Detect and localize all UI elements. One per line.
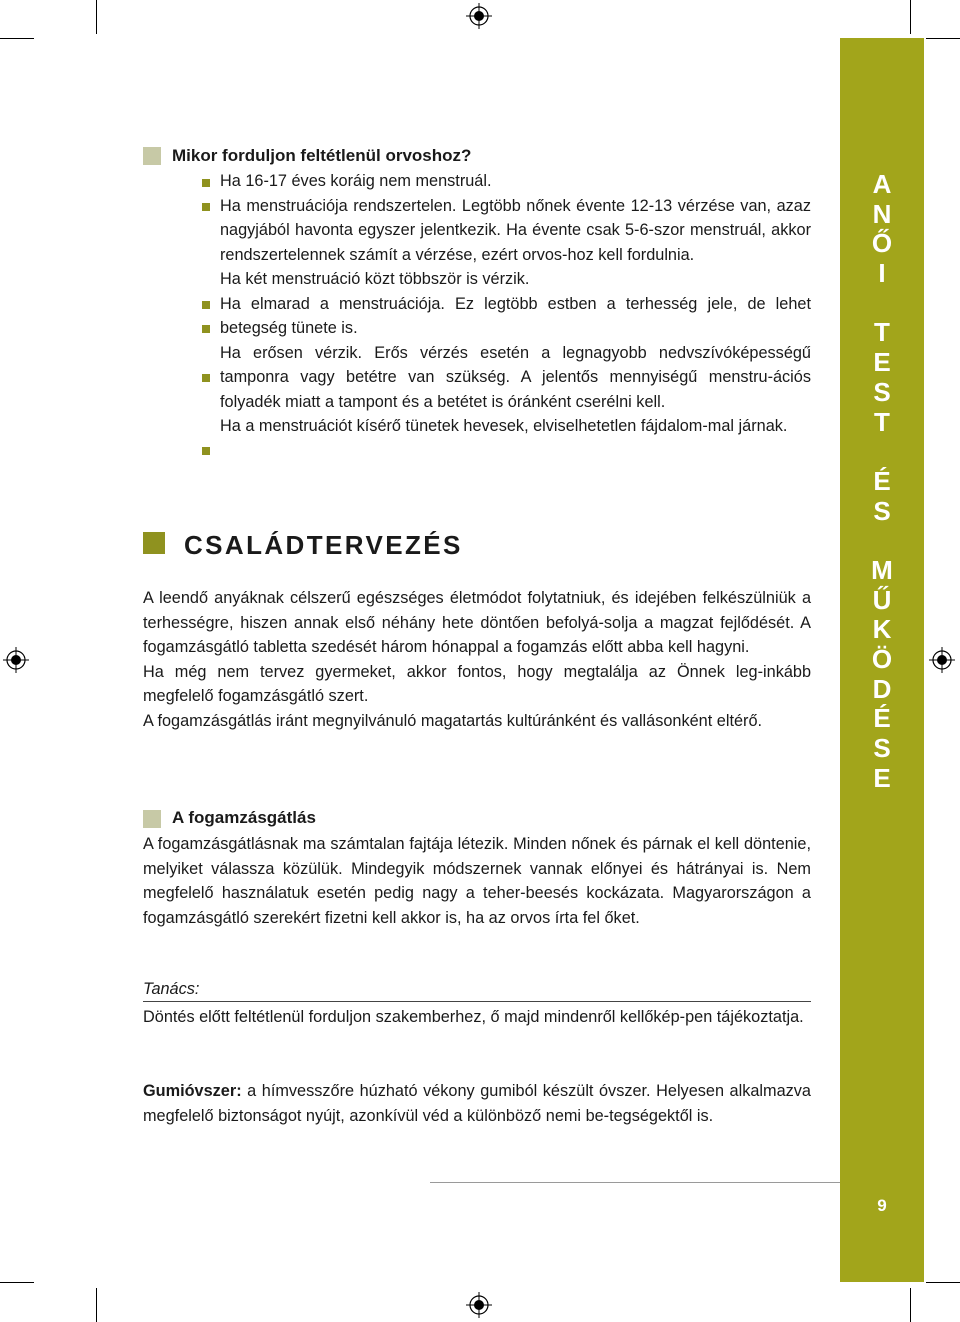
list-item: Ha erősen vérzik. Erős vérzés esetén a legnagyobb nedvszívóképességű tamponra vagy betétre van szükség. A jelentős mennyiségű menstru-ációs folyadék miatt a tampont és a betétet is óránként cserélni kell. xyxy=(220,343,811,411)
title-letter: D xyxy=(872,673,892,704)
bullet-icon xyxy=(202,301,210,309)
title-letter: K xyxy=(872,614,892,645)
title-letter: S xyxy=(873,495,891,526)
tip-text xyxy=(143,1005,811,1030)
bullet-icon xyxy=(202,203,210,211)
paragraph: Ha még nem tervez gyermeket, akkor fontos, hogy megtalálja az Önnek leg-inkább megfelelő fogamzásgátló szert. xyxy=(143,662,811,705)
crop-mark xyxy=(910,0,911,34)
page-number: 9 xyxy=(877,1196,887,1215)
title-letter xyxy=(840,289,924,319)
subsection-heading: A fogamzásgátlás xyxy=(172,808,316,827)
section-heading: Mikor forduljon feltétlenül orvoshoz? xyxy=(172,146,472,165)
crop-mark xyxy=(96,1288,97,1322)
tip-divider xyxy=(143,1001,811,1002)
title-letter xyxy=(840,437,924,467)
paragraph xyxy=(143,1079,811,1128)
registration-mark-icon xyxy=(466,1292,492,1318)
section-marker-icon xyxy=(143,147,161,165)
body-text xyxy=(143,586,811,733)
title-letter: Ő xyxy=(871,228,893,259)
section-marker-icon xyxy=(143,532,165,554)
title-letter: A xyxy=(872,169,892,199)
registration-mark-icon xyxy=(466,3,492,29)
crop-mark xyxy=(910,1288,911,1322)
title-letter: Ö xyxy=(871,644,893,674)
bullet-icon xyxy=(202,447,210,455)
title-letter: M xyxy=(871,554,893,585)
title-letter: É xyxy=(873,703,891,734)
crop-mark xyxy=(0,38,34,39)
bullet-icon xyxy=(202,179,210,187)
list-item: Ha a menstruációt kísérő tünetek hevesek, elviselhetetlen fájdalom-mal járnak. xyxy=(220,417,788,435)
main-section-heading: CSALÁDTERVEZÉS xyxy=(184,530,463,560)
definition-body: a hímvesszőre húzható vékony gumiból készült óvszer. Helyesen alkalmazva megfelelő biztonságot nyújt, azonkívül véd a különböző nemi be-tegségektől is. xyxy=(143,1082,811,1125)
title-letter: S xyxy=(873,376,891,407)
title-letter: É xyxy=(873,465,891,496)
definition-term: Gumióvszer: xyxy=(143,1082,242,1100)
bullet-icon xyxy=(202,374,210,382)
title-letter xyxy=(840,526,924,556)
registration-mark-icon xyxy=(3,647,29,673)
title-letter: N xyxy=(872,198,892,229)
paragraph: A fogamzásgátlás iránt megnyilvánuló magatartás kultúránként és vallásonként eltérő. xyxy=(143,711,763,730)
body-text xyxy=(143,832,811,930)
crop-mark xyxy=(926,1282,960,1283)
footer-rule xyxy=(430,1182,840,1183)
paragraph: A leendő anyáknak célszerű egészséges életmódot folytatniuk, és idejében felkészülniük a terhességre, hiszen annak első néhány hete döntően befolyá-solja a magzat fejlődését. A fogamzásgátló tabletta szedését három hónappal a fogamzás előtt abba kell hagyni. xyxy=(143,589,811,656)
title-letter: E xyxy=(873,347,891,378)
registration-mark-icon xyxy=(929,647,955,673)
bullet-icon xyxy=(202,325,210,333)
crop-mark xyxy=(96,0,97,34)
list-item: Ha menstruációja rendszertelen. Legtöbb nőnek évente 12-13 vérzése van, azaz nagyjából havonta egyszer jelentkezik. Ha évente csak 5-6-szor menstruál, akkor rendszertelennek számít a vérzése, ezért orvos-hoz kell fordulnia. xyxy=(220,196,811,264)
definition-text xyxy=(143,1079,811,1128)
title-letter: S xyxy=(873,733,891,764)
section-marker-icon xyxy=(143,810,161,828)
paragraph: A fogamzásgátlásnak ma számtalan fajtája létezik. Minden nőnek és párnak el kell döntenie, melyiket válassza közülük. Mindegyik módszernek vannak előnyei és hátrányai is. Nem megfelelő használatuk esetén pedig nagy a teher-beesés kockázata. Magyarországon a fogamzásgátló szerekért fizetni kell akkor is, ha az orvos írta fel őket. xyxy=(143,835,811,927)
tip-label: Tanács: xyxy=(143,980,200,998)
list-item: Ha elmarad a menstruációja. Ez legtöbb estben a terhesség jele, de lehet betegség tünete is. xyxy=(220,294,811,337)
title-letter: Ű xyxy=(872,584,892,615)
paragraph: Döntés előtt feltétlenül forduljon szakemberhez, ő majd mindenről kellőkép-pen tájékoztatja. xyxy=(143,1008,804,1026)
bullet-list xyxy=(220,169,811,439)
chapter-sidebar xyxy=(840,38,924,1282)
crop-mark xyxy=(926,38,960,39)
crop-mark xyxy=(0,1282,34,1283)
list-item: Ha 16-17 éves koráig nem menstruál. xyxy=(220,172,492,190)
title-letter: E xyxy=(873,762,891,793)
list-item: Ha két menstruáció közt többször is vérzik. xyxy=(220,270,530,288)
title-letter: I xyxy=(878,258,886,289)
chapter-title-vertical xyxy=(840,170,924,793)
title-letter: T xyxy=(874,317,890,348)
title-letter: T xyxy=(874,406,890,437)
